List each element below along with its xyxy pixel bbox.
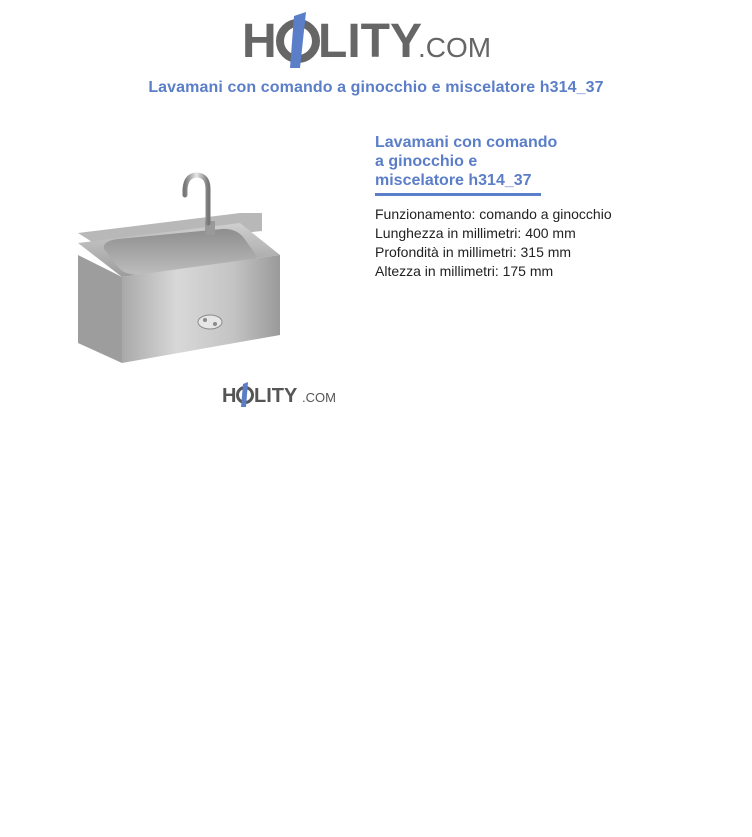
heading-underline (375, 193, 541, 196)
spec-value: 400 mm (525, 225, 576, 241)
product-heading-line: Lavamani con comando (375, 134, 558, 151)
logo-o-icon (280, 12, 316, 68)
spec-label: Funzionamento (375, 206, 472, 222)
svg-text:LITY: LITY (318, 15, 422, 68)
product-specs (375, 205, 612, 281)
product-heading-line: a ginocchio e (375, 153, 478, 170)
svg-text:H: H (242, 15, 277, 68)
svg-text:.COM: .COM (418, 32, 492, 63)
svg-text:LITY: LITY (254, 385, 298, 407)
holity-logo[interactable] (242, 10, 492, 68)
spec-label: Profondità in millimetri (375, 244, 513, 260)
svg-text:H: H (222, 385, 237, 407)
spec-value: comando a ginocchio (479, 206, 612, 222)
product-image (0, 125, 362, 435)
product-heading (375, 133, 575, 190)
spec-row: Funzionamento: comando a ginocchio (375, 206, 612, 222)
spec-value: 315 mm (520, 244, 572, 260)
spec-value: 175 mm (502, 263, 554, 279)
spec-row: Lunghezza in millimetri: 400 mm (375, 225, 576, 241)
spec-label: Lunghezza in millimetri (375, 225, 518, 241)
spec-label: Altezza in millimetri (375, 263, 495, 279)
spec-row: Altezza in millimetri: 175 mm (375, 263, 554, 279)
holity-watermark-logo (222, 381, 338, 409)
svg-text:.COM: .COM (302, 390, 336, 405)
knee-control-icon (198, 315, 222, 329)
product-heading-line: miscelatore h314_37 (375, 172, 532, 189)
page-title: Lavamani con comando a ginocchio e miscelatore h314_37 (148, 79, 604, 96)
spec-row: Profondità in millimetri: 315 mm (375, 244, 572, 260)
